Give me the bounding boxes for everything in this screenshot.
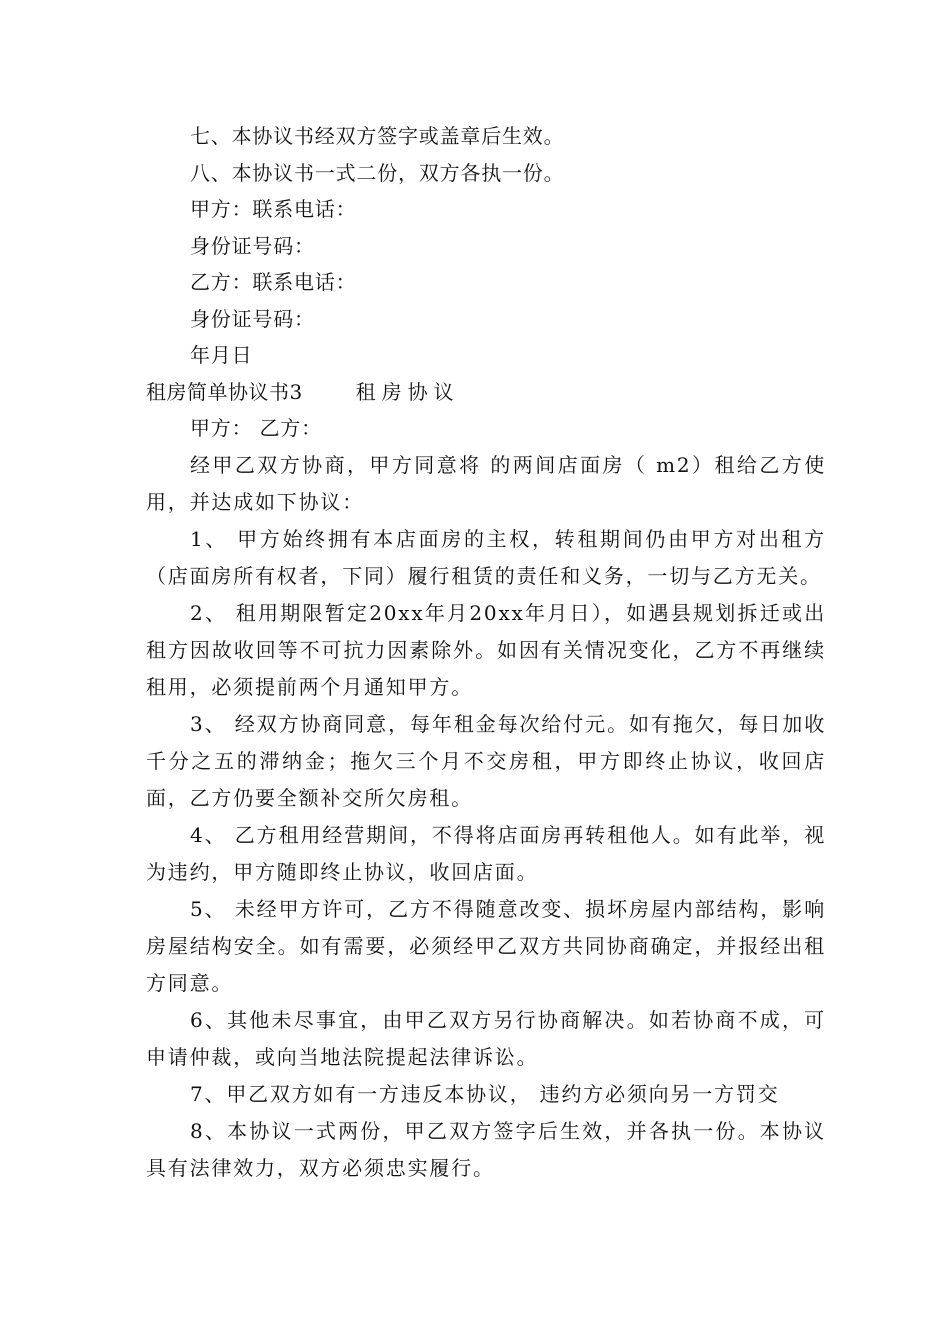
intro-paragraph: 经甲乙双方协商，甲方同意将 的两间店面房（ m2）租给乙方使用，并达成如下协议： — [146, 452, 826, 514]
clause-seven: 七、本协议书经双方签字或盖章后生效。 — [190, 124, 565, 148]
agreement-title: 租房协议 — [355, 379, 460, 404]
clause-2: 2、 租用期限暂定20xx年月20xx年月日），如遇县规划拆迁或出租方因故收回等不可抗力因素除外。如因有关情况变化，乙方不再继续租用，必须提前两个月通知甲方。 — [146, 600, 826, 699]
party-b-phone-line: 乙方：联系电话： — [190, 270, 357, 294]
document-body — [146, 118, 826, 1187]
clause-7: 7、甲乙双方如有一方违反本协议， 违约方必须向另一方罚交 — [190, 1081, 780, 1106]
date-line: 年月日 — [190, 343, 253, 367]
section-title-left: 租房简单协议书3 — [146, 379, 303, 404]
party-a-id-line: 身份证号码： — [190, 233, 315, 258]
clause-8: 8、本协议一式两份，甲乙双方签字后生效，并各执一份。本协议具有法律效力，双方必须忠实履行。 — [146, 1118, 826, 1180]
section-title — [146, 374, 826, 411]
clause-5: 5、 未经甲方许可，乙方不得随意改变、损坏房屋内部结构，影响房屋结构安全。如有需要，必须经甲乙双方共同协商确定，并报经出租方同意。 — [146, 896, 826, 995]
clause-6: 6、其他未尽事宜，由甲乙双方另行协商解决。如若协商不成，可申请仲裁，或向当地法院提起法律诉讼。 — [146, 1007, 826, 1069]
parties-line: 甲方： 乙方： — [190, 416, 322, 440]
clause-eight: 八、本协议书一式二份，双方各执一份。 — [190, 160, 565, 185]
clause-1: 1、 甲方始终拥有本店面房的主权，转租期间仍由甲方对出租方（店面房所有权者，下同）履行租赁的责任和义务，一切与乙方无关。 — [146, 526, 826, 588]
clause-4: 4、 乙方租用经营期间，不得将店面房再转租他人。如有此举，视为违约，甲方随即终止协议，收回店面。 — [146, 822, 826, 884]
party-b-id-line: 身份证号码： — [190, 306, 315, 331]
clause-3: 3、 经双方协商同意，每年租金每次给付元。如有拖欠，每日加收千分之五的滞纳金；拖欠三个月不交房租，甲方即终止协议，收回店面，乙方仍要全额补交所欠房租。 — [146, 711, 826, 810]
party-a-phone-line: 甲方：联系电话： — [190, 197, 357, 221]
